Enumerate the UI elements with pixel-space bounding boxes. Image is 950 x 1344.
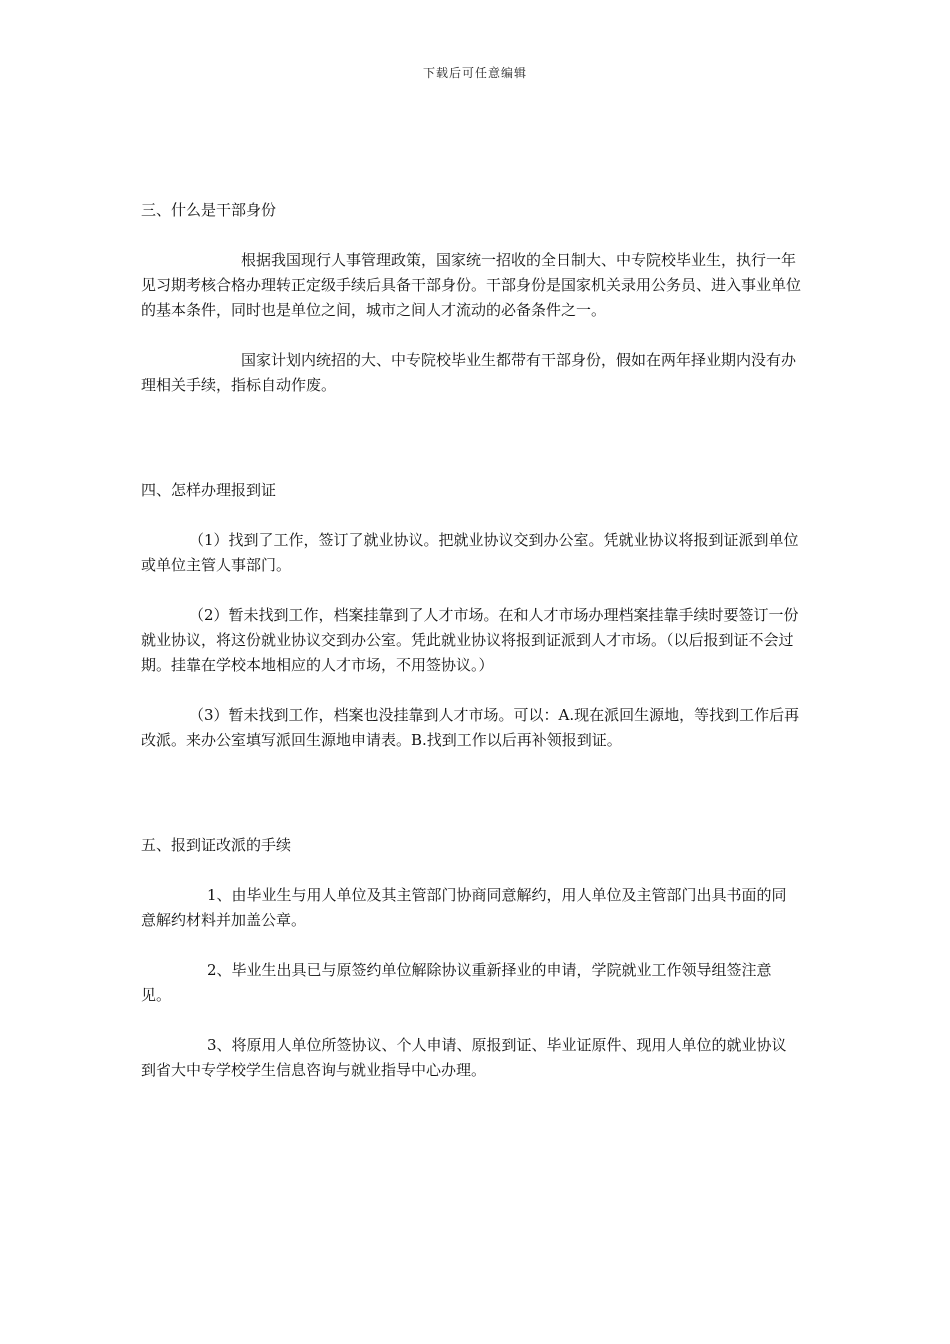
section-5-heading: 五、报到证改派的手续 [141,836,292,854]
section-3-paragraph-1: 根据我国现行人事管理政策，国家统一招收的全日制大、中专院校毕业生，执行一年见习期考核合格办理转正定级手续后具备干部身份。干部身份是国家机关录用公务员、进入事业单位的基本条件，同时也是单位之间，城市之间人才流动的必备条件之一。 [141,251,802,319]
section-4-paragraph-1: （1）找到了工作，签订了就业协议。把就业协议交到办公室。凭就业协议将报到证派到单位或单位主管人事部门。 [141,531,799,574]
spacer [141,453,801,478]
spacer [141,933,801,958]
spacer [141,808,801,833]
spacer [141,223,801,248]
document-body [141,198,801,1083]
section-5-paragraph-3: 3、将原用人单位所签协议、个人申请、原报到证、毕业证原件、现用人单位的就业协议到省大中专学校学生信息咨询与就业指导中心办理。 [141,1036,787,1079]
spacer [141,503,801,528]
spacer [141,398,801,453]
section-3-paragraph-2: 国家计划内统招的大、中专院校毕业生都带有干部身份，假如在两年择业期内没有办理相关手续，指标自动作废。 [141,351,797,394]
section-5-paragraph-2: 2、毕业生出具已与原签约单位解除协议重新择业的申请，学院就业工作领导组签注意见。 [141,961,772,1004]
section-3-heading: 三、什么是干部身份 [141,201,277,219]
section-4-heading: 四、怎样办理报到证 [141,481,277,499]
section-4-paragraph-3: （3）暂未找到工作，档案也没挂靠到人才市场。可以：A.现在派回生源地，等找到工作后再改派。来办公室填写派回生源地申请表。B.找到工作以后再补领报到证。 [141,706,800,749]
spacer [141,323,801,348]
spacer [141,858,801,883]
spacer [141,1008,801,1033]
spacer [141,753,801,808]
spacer [141,678,801,703]
section-4-paragraph-2: （2）暂未找到工作，档案挂靠到了人才市场。在和人才市场办理档案挂靠手续时要签订一份就业协议，将这份就业协议交到办公室。凭此就业协议将报到证派到人才市场。（以后报到证不会过期。挂靠在学校本地相应的人才市场，不用签协议。） [141,606,799,674]
section-5-paragraph-1: 1、由毕业生与用人单位及其主管部门协商同意解约，用人单位及主管部门出具书面的同意解约材料并加盖公章。 [141,886,787,929]
header-note: 下载后可任意编辑 [422,66,527,80]
spacer [141,578,801,603]
